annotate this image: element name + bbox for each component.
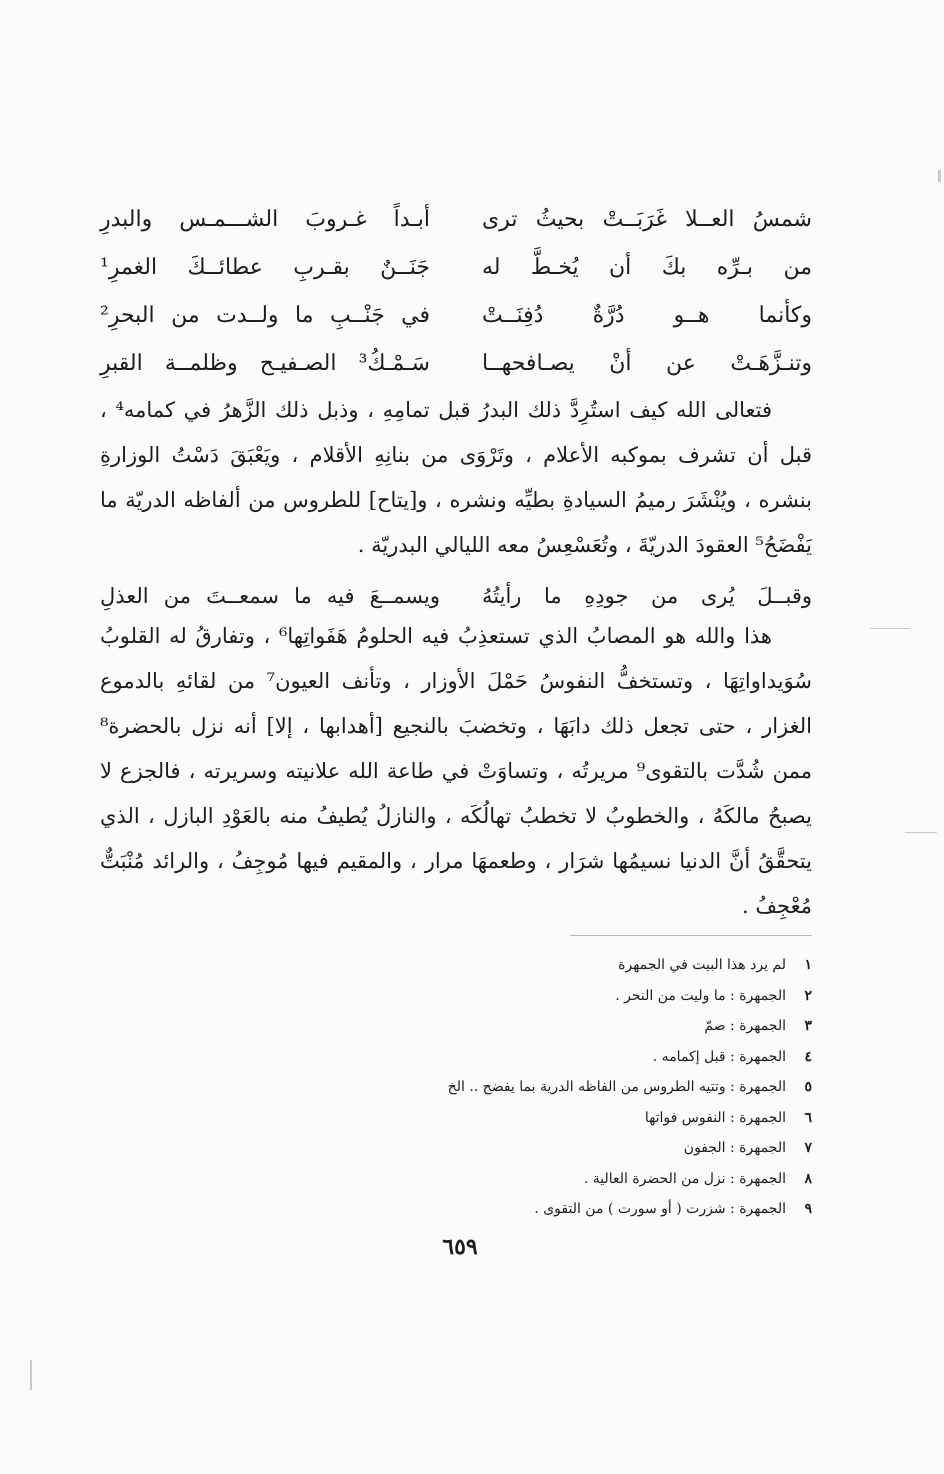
footnote-number: ٧ <box>804 1140 812 1156</box>
prose-paragraph-2 <box>100 614 812 929</box>
footnote-number: ٩ <box>804 1201 812 1217</box>
footnote-number: ١ <box>804 957 812 973</box>
footnote-text: الجمهرة : قبل إكمامه . <box>652 1048 786 1065</box>
footnote-text: لم يرد هذا البيت في الجمهرة <box>618 957 786 973</box>
footnote-number: ٦ <box>804 1109 812 1126</box>
prose-line: فتعالى الله كيف استُرِدَّ ذلك البدرُ قبل تمامِهِ ، وذبل ذلك الزَّهرُ في كمامه⁴ ، <box>100 398 772 422</box>
prose-line: ممن شُدَّت بالتقوى⁹ مريرتُه ، وتساوَتْ في طاعة الله علانيته وسريرته ، فالجزع لا <box>100 759 812 783</box>
scan-speck <box>938 170 941 182</box>
footnote <box>380 981 812 1012</box>
footnote-text: الجمهرة : وتتيه الطروس من الفاظه الدرية بما يفضح .. الخ <box>447 1079 786 1095</box>
verse-first-hemistich: وقبــلَ يُرى من جودِهِ ما رأيتُهُ <box>482 584 812 608</box>
scan-speck <box>30 1360 32 1390</box>
footnote <box>380 950 812 981</box>
footnote-text: الجمهرة : صمّ <box>704 1018 786 1034</box>
footnote <box>380 1042 812 1073</box>
verse-second-hemistich: سَـمْـكُ³ الصـفيـح وظلمــة القبرِ <box>100 351 430 376</box>
footnote <box>380 1011 812 1042</box>
prose-line: بنشره ، ويُنْشَرَ رميمُ السيادةِ بطيِّه ونشره ، و[يتاح] للطروس من ألفاظه الدريّة ما <box>100 488 812 512</box>
poem-verses <box>100 196 812 388</box>
page-number: ٦٥٩ <box>442 1234 478 1260</box>
footnote-number: ٨ <box>804 1170 812 1187</box>
verse-first-hemistich: من بـرِّه بكَ أن يُخـطَّ له <box>482 255 812 280</box>
prose-line: يَفْضَحُ⁵ العقودَ الدريّةَ ، وتُعَسْعِسُ معه الليالي البدريّة . <box>357 533 812 557</box>
prose-line: يصبحُ مالكَهُ ، والخطوبُ لا تخطبُ تهالُكَه ، والنازلُ يُطيفُ منه بالعَوْدِ البازل ، الذي <box>100 804 812 828</box>
verse-first-hemistich: وتنـزَّهَـتْ عن أنْ يصـافحهــا <box>482 351 812 376</box>
prose-paragraph-1 <box>100 388 812 568</box>
footnote <box>380 1103 812 1134</box>
verse-second-hemistich: جَنَــنٌ بقـربِ عطائــكَ الغمرِ¹ <box>100 255 430 280</box>
verse-line <box>100 196 812 244</box>
prose-line: سُوَيداواتِهَا ، وتستخفُّ النفوسُ حَمْلَ الأوزار ، وتأنف العيون⁷ من لقائهِ بالدموع <box>100 669 812 693</box>
footnotes <box>380 950 812 1225</box>
verse-line <box>100 292 812 340</box>
verse-line <box>100 244 812 292</box>
footnote <box>380 1194 812 1225</box>
scan-speck <box>905 832 937 833</box>
footnote-separator <box>570 935 812 936</box>
footnote-text: الجمهرة : ما وليت من النحر . <box>615 987 786 1004</box>
prose-line: يتحقَّقُ أنَّ الدنيا نسيمُها شرَار ، وطعمهَا مرار ، والمقيم فيها مُوجِفُ ، والرائد مُنْبَتٌّ <box>100 849 812 873</box>
verse-first-hemistich: شمسُ العــلا غَرَبَــتْ بحيثُ ترى <box>482 207 812 232</box>
footnote <box>380 1164 812 1195</box>
prose-line: هذا والله هو المصابُ الذي تستعذِبُ فيه الحلومُ هَفَواتِها⁶ ، وتفارقُ له القلوبُ <box>100 624 772 648</box>
footnote-number: ٣ <box>804 1018 812 1034</box>
footnote-number: ٥ <box>804 1079 812 1095</box>
footnote-text: الجمهرة : الجفون <box>683 1140 786 1156</box>
footnote <box>380 1072 812 1103</box>
prose-line: قبل أن تشرف بموكبه الأعلام ، وتَرْوَى من بنانِهِ الأقلام ، ويَعْبَقَ دَسْتُ الوزارةِ <box>100 443 812 467</box>
quoted-verse <box>100 574 812 618</box>
footnote-number: ٢ <box>804 987 812 1004</box>
verse-first-hemistich: وكأنما هــو دُرَّةٌ دُفِنَــتْ <box>482 303 812 328</box>
prose-line: الغزار ، حتى تجعل ذلك دابَهَا ، وتخضبَ بالنجيع [أهدابها ، إلا] أنه نزل بالحضرة⁸ <box>100 714 812 738</box>
footnote-text: الجمهرة : شزرت ( أو سورت ) من التقوى . <box>534 1201 786 1217</box>
footnote-text: الجمهرة : نزل من الحضرة العالية . <box>583 1170 786 1187</box>
scan-speck <box>870 628 910 629</box>
footnote-text: الجمهرة : النفوس فواتها <box>644 1109 786 1126</box>
prose-line: مُعْجِفُ . <box>741 894 812 918</box>
verse-second-hemistich: أبـداً غـروبَ الشـــمـس والبدرِ <box>100 207 430 232</box>
verse-second-hemistich: ويسمــعَ فيه ما سمعــتَ من العذلِ <box>100 584 440 608</box>
footnote <box>380 1133 812 1164</box>
footnote-number: ٤ <box>804 1048 812 1065</box>
verse-second-hemistich: في جَنْــبِ ما ولــدت من البحرِ² <box>100 303 430 328</box>
verse-line <box>100 340 812 388</box>
